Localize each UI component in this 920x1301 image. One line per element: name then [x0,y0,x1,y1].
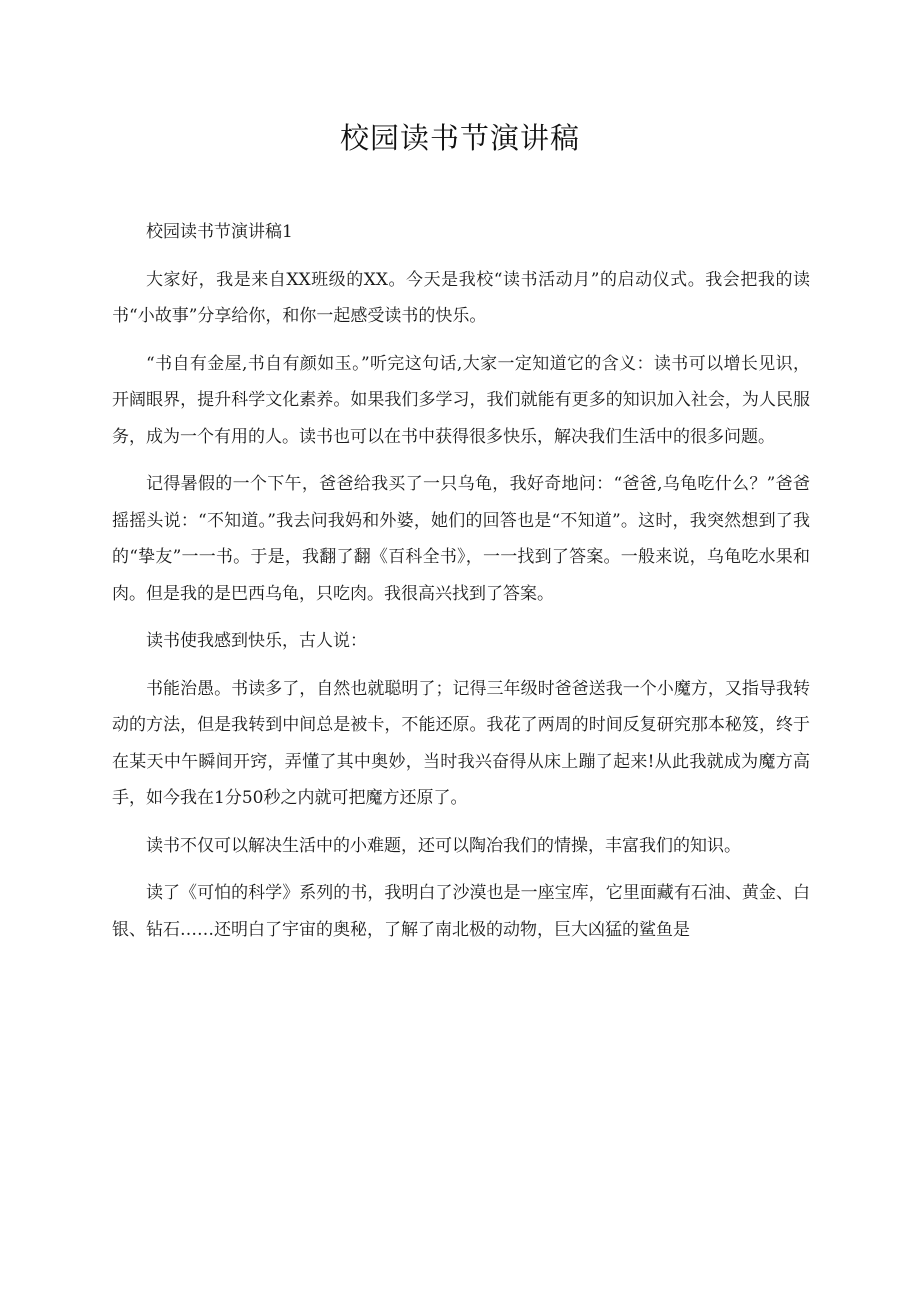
paragraph: 大家好，我是来自XX班级的XX。今天是我校“读书活动月”的启动仪式。我会把我的读书“小故事”分享给你，和你一起感受读书的快乐。 [112,269,810,326]
paragraph: 记得暑假的一个下午，爸爸给我买了一只乌龟，我好奇地问：“爸爸,乌龟吃什么？”爸爸摇摇头说：“不知道。”我去问我妈和外婆，她们的回答也是“不知道”。这时，我突然想到了我的“挚友”一一书。于是，我翻了翻《百科全书》，一一找到了答案。一般来说，乌龟吃水果和肉。但是我的是巴西乌龟，只吃肉。我很高兴找到了答案。 [112,474,810,604]
paragraph: 读书使我感到快乐，古人说： [146,631,367,651]
paragraph: 读了《可怕的科学》系列的书，我明白了沙漠也是一座宝库，它里面藏有石油、黄金、白银、钻石……还明白了宇宙的奥秘，了解了南北极的动物，巨大凶猛的鲨鱼是 [112,883,810,940]
paragraph: “书自有金屋,书自有颜如玉。”听完这句话,大家一定知道它的含义：读书可以增长见识，开阔眼界，提升科学文化素养。如果我们多学习，我们就能有更多的知识加入社会，为人民服务，成为一个有用的人。读书也可以在书中获得很多快乐，解决我们生活中的很多问题。 [112,353,810,447]
paragraph: 书能治愚。书读多了，自然也就聪明了；记得三年级时爸爸送我一个小魔方，又指导我转动的方法，但是我转到中间总是被卡，不能还原。我花了两周的时间反复研究那本秘笈，终于在某天中午瞬间开窍，弄懂了其中奥妙，当时我兴奋得从床上蹦了起来!从此我就成为魔方高手，如今我在1分50秒之内就可把魔方还原了。 [112,678,810,808]
document-body [112,214,810,959]
section-heading: 校园读书节演讲稿1 [146,222,293,242]
document-title: 校园读书节演讲稿 [339,121,580,155]
paragraph: 读书不仅可以解决生活中的小难题，还可以陶冶我们的情操，丰富我们的知识。 [146,835,741,856]
